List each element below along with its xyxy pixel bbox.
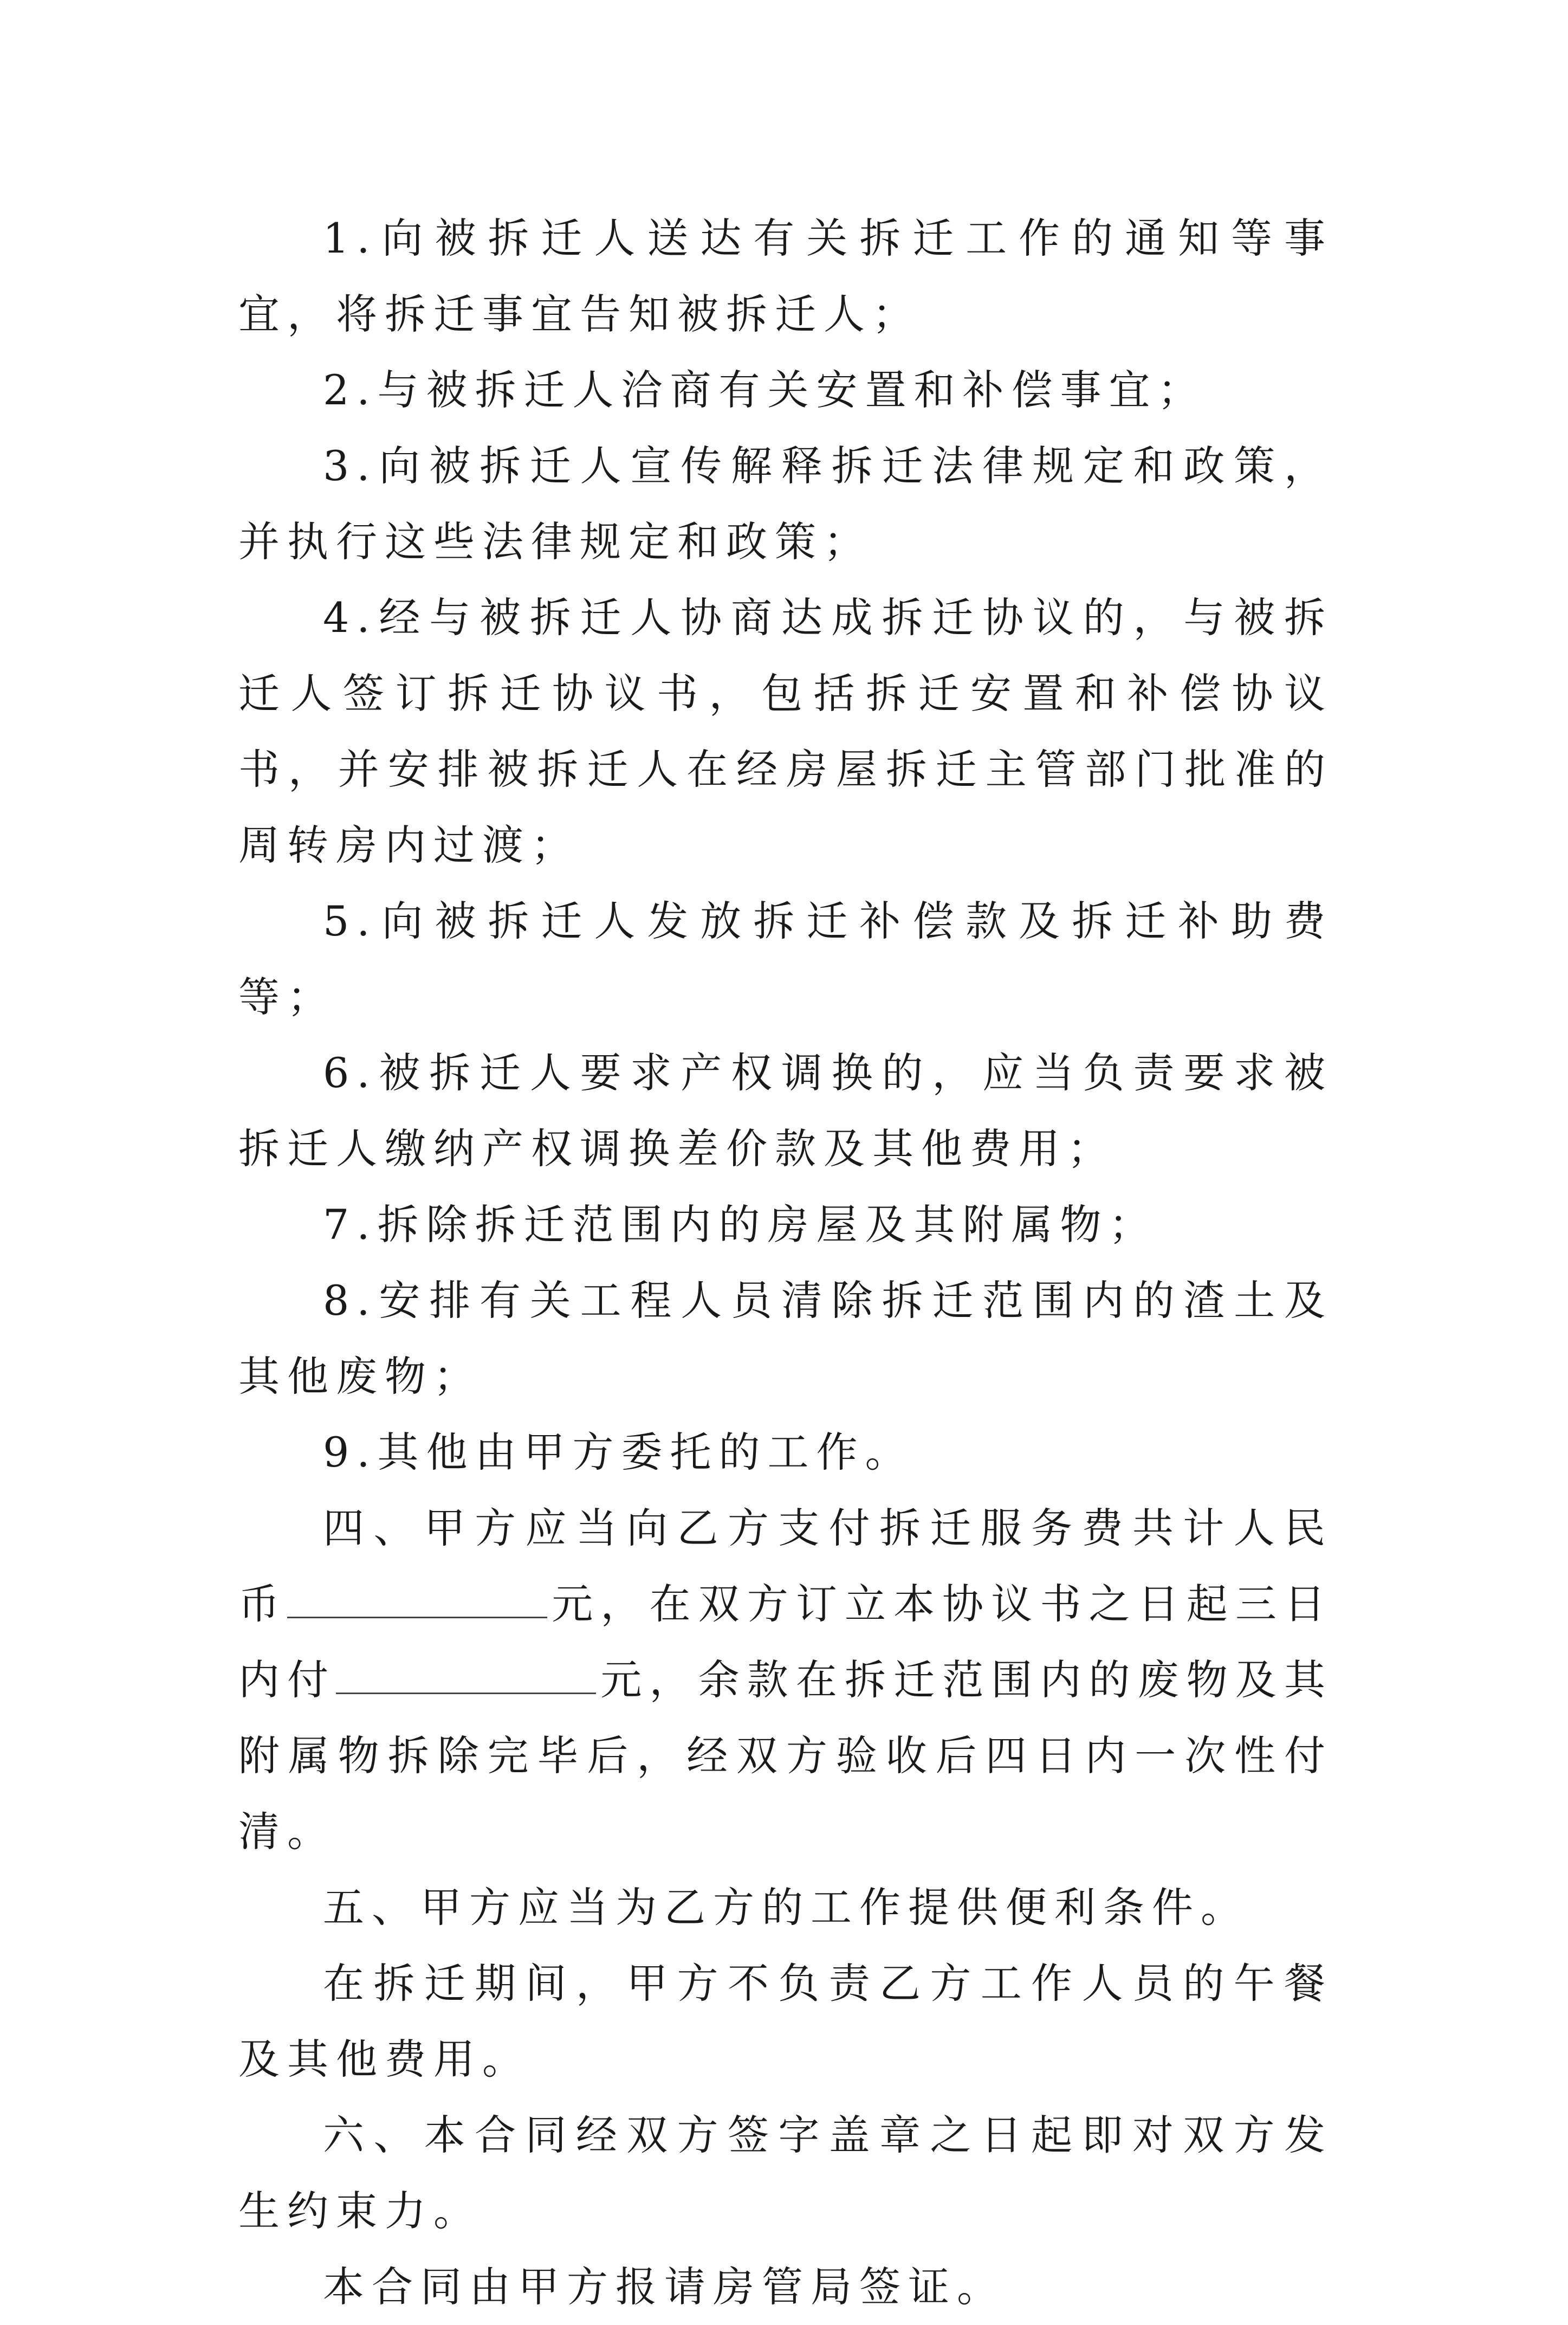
- list-item-7: 7.拆除拆迁范围内的房屋及其附属物；: [323, 1200, 1158, 1249]
- list-item-9: 9.其他由甲方委托的工作。: [323, 1428, 914, 1476]
- clause-5-note: 在拆迁期间，甲方不负责乙方工作人员的午餐及其他费用。: [238, 1959, 1333, 2083]
- clause-4-paragraph: [238, 1490, 1333, 1870]
- clause-4-text-3: 元，余款在拆迁范围内的废物及其附属物拆除完毕后，经双方验收后四日内一次性付清。: [238, 1656, 1333, 1856]
- amount-initial-blank: [336, 1660, 596, 1694]
- clause-4-text-1: 四、甲方应当向乙方支付拆迁服务费共计人民币: [238, 1504, 1333, 1628]
- list-item-6: 6.被拆迁人要求产权调换的，应当负责要求被拆迁人缴纳产权调换差价款及其他费用；: [238, 1049, 1333, 1173]
- document-body: [238, 201, 1333, 2325]
- list-item-8: 8.安排有关工程人员清除拆迁范围内的渣土及其他废物；: [238, 1276, 1333, 1400]
- clause-4-text-2: 元，在双方订立本协议书之日起三日内付: [238, 1580, 1333, 1704]
- list-item-1: 1.向被拆迁人送达有关拆迁工作的通知等事宜，将拆迁事宜告知被拆迁人；: [238, 214, 1333, 338]
- final-statement: 本合同由甲方报请房管局签证。: [323, 2263, 1006, 2311]
- clause-6: 六、本合同经双方签字盖章之日起即对双方发生约束力。: [238, 2111, 1333, 2235]
- list-item-2: 2.与被拆迁人洽商有关安置和补偿事宜；: [323, 366, 1207, 414]
- list-item-5: 5.向被拆迁人发放拆迁补偿款及拆迁补助费等；: [238, 897, 1333, 1021]
- amount-total-blank: [287, 1584, 547, 1618]
- clause-5: 五、甲方应当为乙方的工作提供便利条件。: [323, 1883, 1249, 1932]
- list-item-4: 4.经与被拆迁人协商达成拆迁协议的，与被拆迁人签订拆迁协议书，包括拆迁安置和补偿协议书，并安排被拆迁人在经房屋拆迁主管部门批准的周转房内过渡；: [238, 593, 1333, 869]
- list-item-3: 3.向被拆迁人宣传解释拆迁法律规定和政策，并执行这些法律规定和政策；: [238, 442, 1333, 566]
